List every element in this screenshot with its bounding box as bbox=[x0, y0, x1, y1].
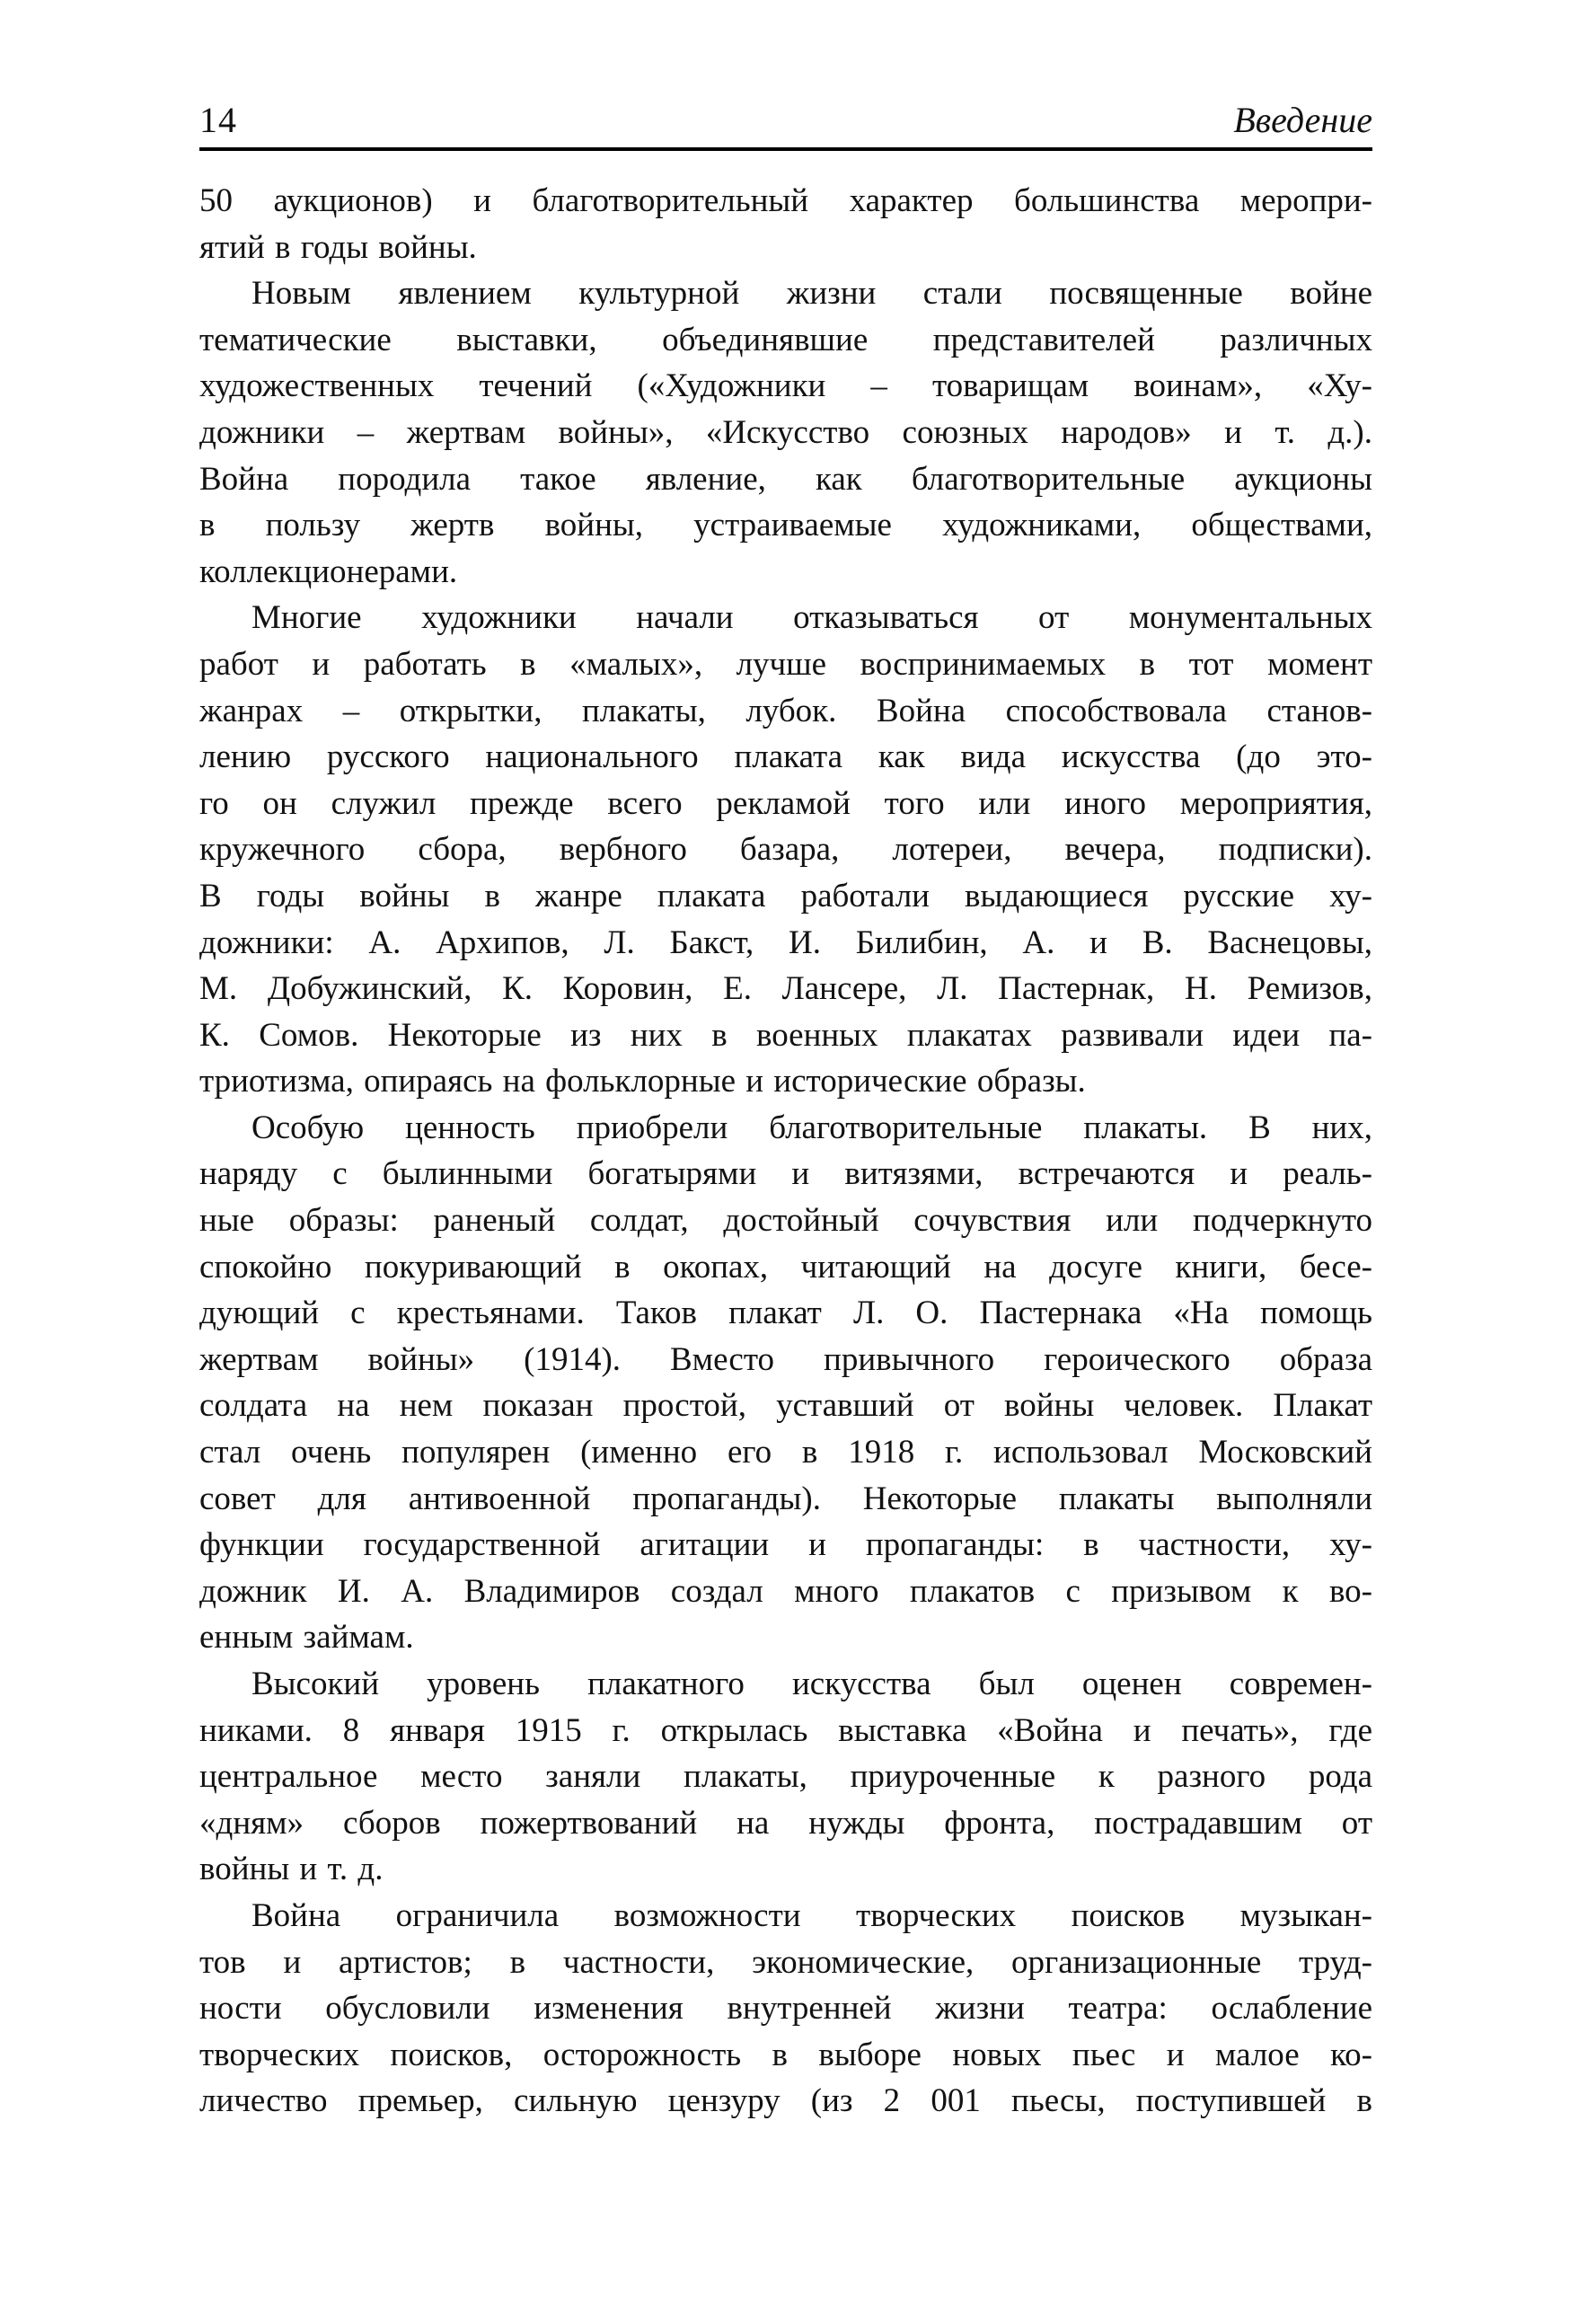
text-line: Война ограничила возможности творческих поисков музыкан- bbox=[251, 1896, 1372, 1934]
text-line: стал очень популярен (именно его в 1918 г. использовал Московский bbox=[199, 1434, 1372, 1471]
text-line: дожник И. А. Владимиров создал много плакатов с призывом к во- bbox=[199, 1572, 1372, 1610]
paragraph bbox=[199, 178, 1372, 270]
text-line: спокойно покуривающий в окопах, читающий на досуге книги, бесе- bbox=[199, 1248, 1372, 1286]
paragraph bbox=[199, 595, 1372, 1105]
text-line: войны и т. д. bbox=[199, 1851, 384, 1888]
text-line: личество премьер, сильную цензуру (из 2 001 пьесы, поступившей в bbox=[199, 2082, 1372, 2120]
text-line: енным займам. bbox=[199, 1619, 414, 1657]
text-line: ности обусловили изменения внутренней жизни театра: ослабление bbox=[199, 1990, 1372, 2028]
text-line: Особую ценность приобрели благотворительные плакаты. В них, bbox=[251, 1109, 1372, 1146]
text-line: художественных течений («Художники – товарищам воинам», «Ху- bbox=[199, 367, 1372, 405]
paragraph bbox=[199, 1661, 1372, 1893]
text-line: функции государственной агитации и пропаганды: в частности, ху- bbox=[199, 1526, 1372, 1564]
text-line: лению русского национального плаката как вида искусства (до это- bbox=[199, 738, 1372, 776]
header-rule bbox=[199, 147, 1372, 151]
text-line: «дням» сборов пожертвований на нужды фронта, пострадавшим от bbox=[199, 1804, 1372, 1842]
text-line: Новым явлением культурной жизни стали посвященные войне bbox=[251, 275, 1372, 313]
text-line: коллекционерами. bbox=[199, 552, 458, 590]
text-line: М. Добужинский, К. Коровин, Е. Лансере, Л. Пастернак, Н. Ремизов, bbox=[199, 970, 1372, 1008]
text-line: никами. 8 января 1915 г. открылась выставка «Война и печать», где bbox=[199, 1711, 1372, 1749]
text-line: работ и работать в «малых», лучше воспринимаемых в тот момент bbox=[199, 645, 1372, 683]
text-line: дующий с крестьянами. Таков плакат Л. О. Пастернака «На помощь bbox=[199, 1295, 1372, 1332]
paragraph bbox=[199, 1105, 1372, 1661]
text-line: жертвам войны» (1914). Вместо привычного героического образа bbox=[199, 1340, 1372, 1378]
text-line: кружечного сбора, вербного базара, лотереи, вечера, подписки). bbox=[199, 831, 1372, 869]
text-line: в пользу жертв войны, устраиваемые художниками, обществами, bbox=[199, 507, 1372, 544]
text-line: Высокий уровень плакатного искусства был оценен современ- bbox=[251, 1666, 1372, 1702]
text-line: К. Сомов. Некоторые из них в военных плакатах развивали идеи па- bbox=[199, 1016, 1372, 1054]
paragraph bbox=[199, 1893, 1372, 2125]
text-line: го он служил прежде всего рекламой того или иного мероприятия, bbox=[199, 784, 1372, 822]
text-line: жанрах – открытки, плакаты, лубок. Война способствовала станов- bbox=[199, 692, 1372, 729]
text-line: триотизма, опираясь на фольклорные и исторические образы. bbox=[199, 1063, 1086, 1100]
text-line: дожники: А. Архипов, Л. Бакст, И. Билибин, А. и В. Васнецовы, bbox=[199, 923, 1372, 961]
page-header bbox=[199, 101, 1372, 140]
text-line: 50 аукционов) и благотворительный характер большинства меропри- bbox=[199, 182, 1372, 219]
text-line: солдата на нем показан простой, уставший от войны человек. Плакат bbox=[199, 1387, 1372, 1425]
text-line: В годы войны в жанре плаката работали выдающиеся русские ху- bbox=[199, 877, 1372, 915]
text-line: совет для антивоенной пропаганды). Некоторые плакаты выполняли bbox=[199, 1480, 1372, 1517]
page-body bbox=[199, 178, 1372, 2125]
text-line: центральное место заняли плакаты, приуроченные к разного рода bbox=[199, 1758, 1372, 1796]
text-line: творческих поисков, осторожность в выборе новых пьес и малое ко- bbox=[199, 2036, 1372, 2073]
text-line: Многие художники начали отказываться от монументальных bbox=[251, 599, 1372, 637]
paragraph bbox=[199, 270, 1372, 595]
text-line: тов и артистов; в частности, экономические, организационные труд- bbox=[199, 1943, 1372, 1981]
text-line: Война породила такое явление, как благотворительные аукционы bbox=[199, 460, 1372, 498]
text-line: тематические выставки, объединявшие представителей различных bbox=[199, 321, 1372, 358]
running-head-title: Введение bbox=[1233, 100, 1372, 140]
text-line: ятий в годы войны. bbox=[199, 228, 477, 266]
text-line: дожники – жертвам войны», «Искусство союзных народов» и т. д.). bbox=[199, 413, 1372, 451]
text-line: наряду с былинными богатырями и витязями, встречаются и реаль- bbox=[199, 1155, 1372, 1193]
page-number: 14 bbox=[199, 100, 237, 140]
text-line: ные образы: раненый солдат, достойный сочувствия или подчеркнуто bbox=[199, 1202, 1372, 1240]
